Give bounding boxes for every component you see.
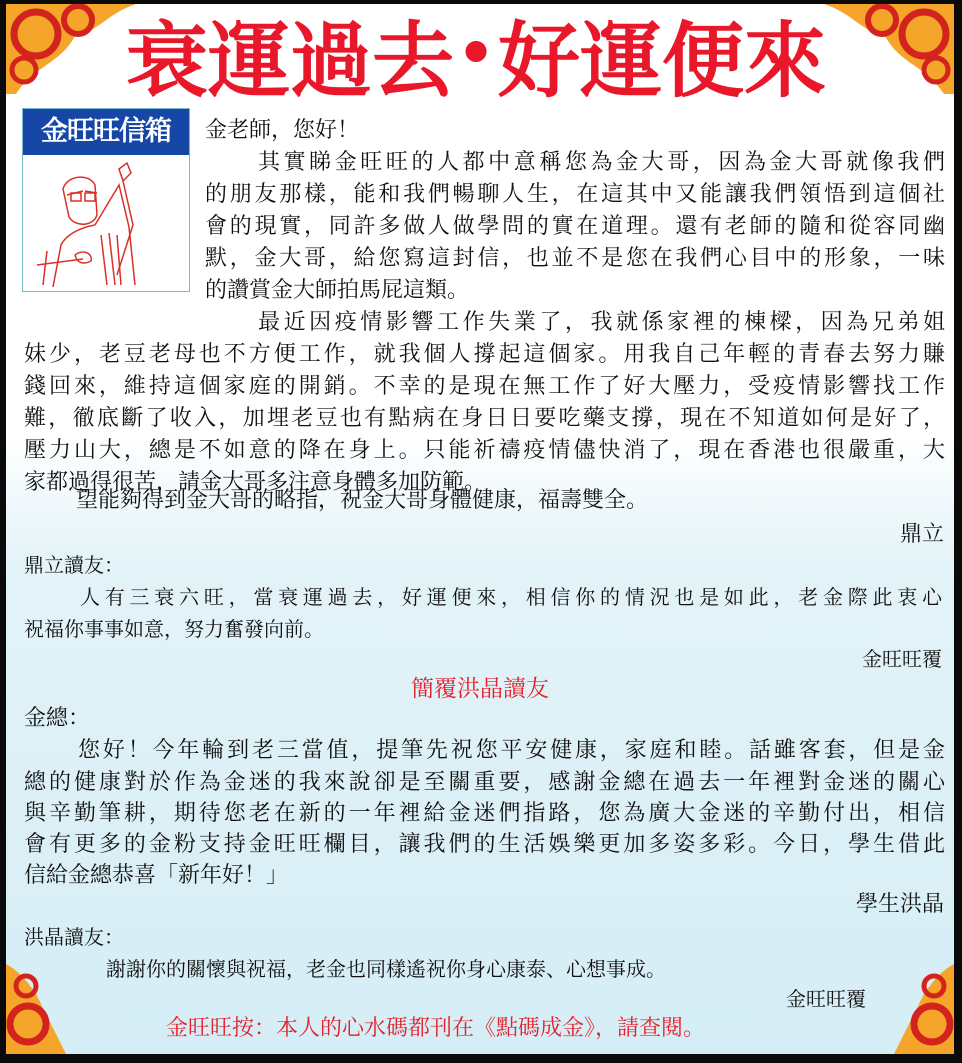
letter-line: 難，徹底斷了收入，加埋老豆也有點病在身日日要吃藥支撐，現在不知道如何是好了， <box>24 406 945 431</box>
reply-line: 祝福你事事如意，努力奮發向前。 <box>24 617 324 641</box>
letter-line: 總的健康對於作為金迷的我來說卻是至關重要，感謝金總在過去一年裡對金迷的關心 <box>24 770 945 795</box>
letter-line: 的朋友那樣，能和我們暢聊人生，在這其中又能讓我們領悟到這個社 <box>205 182 945 207</box>
letter-greeting: 金老師，您好！ <box>205 118 360 143</box>
letter-line: 與辛勤筆耕，期待您老在新的一年裡給金迷們指路，您為廣大金迷的辛勤付出，相信 <box>24 801 945 826</box>
letter-line: 壓力山大，總是不如意的降在身上。只能祈禱疫情儘快消了，現在香港也很嚴重，大 <box>24 438 945 463</box>
letter-salutation: 金總： <box>24 706 91 731</box>
section-heading: 簡覆洪晶讀友 <box>411 676 549 702</box>
mailbox-label: 金旺旺信箱 <box>23 109 189 155</box>
footnote: 金旺旺按：本人的心水碼都刊在《點碼成金》，請查閱。 <box>166 1016 706 1041</box>
letter-line: 家都過得很苦，請金大哥多注意身體多加防範。 <box>24 470 487 495</box>
reply-signature: 金旺旺覆 <box>862 647 942 671</box>
mailbox-panel <box>22 108 190 292</box>
letter-line: 會有更多的金粉支持金旺旺欄目，讓我們的生活娛樂更加多姿多彩。今日，學生借此 <box>24 832 945 857</box>
letter-signature: 學生洪晶 <box>855 892 944 917</box>
reply-salutation: 洪晶讀友： <box>24 925 124 949</box>
letter-line: 默，金大哥，給您寫這封信，也並不是您在我們心目中的形象，一味 <box>205 246 945 271</box>
reply-line: 人有三衰六旺，當衰運過去，好運便來，相信你的情況也是如此，老金際此衷心 <box>80 585 942 609</box>
reply-signature: 金旺旺覆 <box>786 987 866 1011</box>
title-left: 衰運過去 <box>126 12 455 109</box>
reply-salutation: 鼎立讀友： <box>24 553 124 577</box>
letter-line: 其實睇金旺旺的人都中意稱您為金大哥，因為金大哥就像我們 <box>258 150 945 175</box>
letter-signature: 鼎立 <box>899 522 944 547</box>
letter-line: 會的現實，同許多做人做學問的實在道理。還有老師的隨和從容同幽 <box>205 214 945 239</box>
letter-line: 的讚賞金大師拍馬屁這類。 <box>205 278 470 303</box>
page-title <box>126 6 826 109</box>
reply-line: 謝謝你的關懷與祝福，老金也同樣遙祝你身心康泰、心想事成。 <box>106 957 666 981</box>
ornament-corner-icon <box>6 4 136 94</box>
letter-line: 信給金總恭喜「新年好！」 <box>24 863 289 888</box>
newspaper-column <box>6 4 954 1054</box>
title-dot: • <box>456 19 496 89</box>
letter-line: 最近因疫情影響工作失業了，我就係家裡的棟樑，因為兄弟姐 <box>258 310 945 335</box>
letter-line: 您好！今年輪到老三當值，提筆先祝您平安健康，家庭和睦。話雖客套，但是金 <box>78 738 945 763</box>
title-right: 好運便來 <box>497 12 826 109</box>
ornament-corner-icon <box>824 4 954 94</box>
letter-line: 妹少，老豆老母也不方便工作，就我個人撐起這個家。用我自己年輕的青春去努力賺 <box>24 342 945 367</box>
letter-line: 錢回來，維持這個家庭的開銷。不幸的是現在無工作了好大壓力，受疫情影響找工作 <box>24 374 945 399</box>
teacher-illustration-icon <box>23 155 189 289</box>
letter-line: 望能夠得到金大哥的略指，祝金大哥身體健康，福壽雙全。 <box>76 488 649 513</box>
